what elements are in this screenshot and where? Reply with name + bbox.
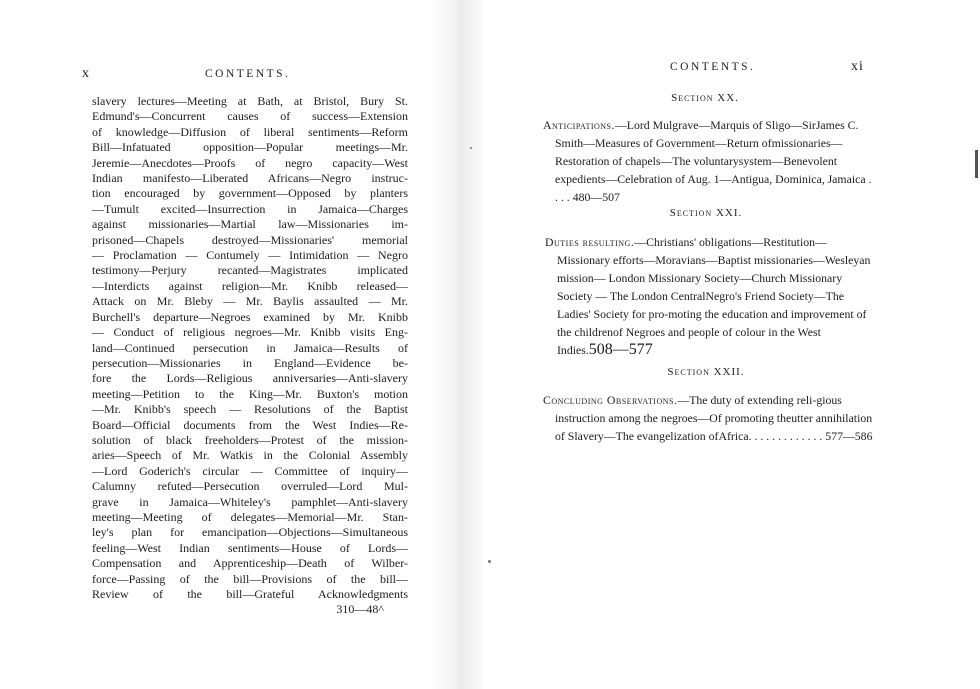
contents-line: fore the Lords—Religious anniversaries—Anti-slavery (92, 371, 408, 386)
contents-line: slavery lectures—Meeting at Bath, at Bristol, Bury St. (92, 94, 408, 108)
section-xxi-entry (545, 233, 879, 359)
section-line: —Antigua, Dominica, Jamaica . . . . 480—507 (555, 172, 872, 204)
section-line: system—Benevolent expedients—Celebration of Aug. 1 (555, 154, 838, 186)
right-running-head: CONTENTS. (670, 61, 756, 73)
contents-line: feeling—West Indian sentiments—House of Lords— (92, 540, 408, 555)
section-line: Africa. . . . . . . . . . . . . 577—586 (718, 429, 873, 443)
section-line: utter annihilation of Slavery—The evangelization of (555, 411, 873, 443)
contents-line: — Proclamation — Contumely — Intimidation — Negro (92, 248, 408, 263)
paper-speck (470, 147, 472, 149)
section-line: moting the education and improvement of the children (557, 307, 867, 339)
contents-line: —Lord Goderich's circular — Committee of inquiry— (92, 463, 408, 478)
contents-line: against missionaries—Martial law—Missionaries im- (92, 217, 408, 232)
right-page-number: xi (851, 59, 864, 74)
section-line: Church Missionary Society — The London Central (557, 271, 843, 303)
contents-line: Review of the bill—Grateful Acknowledgments (92, 587, 408, 601)
contents-line: solution of black freeholders—Protest of the mission- (92, 432, 408, 447)
page-range: 508—577 (588, 341, 653, 358)
section-line-text: —The duty of extending reli- (677, 393, 817, 407)
contents-line: meeting—Petition to the King—Mr. Buxton's motion (92, 386, 408, 401)
section-line-text: —Lord Mulgrave—Marquis of Sligo—Sir (614, 118, 816, 132)
contents-line: land—Continued persecution in Jamaica—Results of (92, 340, 408, 355)
left-contents-text (92, 94, 408, 618)
contents-line: testimony—Perjury recanted—Magistrates implicated (92, 263, 408, 278)
contents-line: ley's plan for emancipation—Objections—Simultaneous (92, 525, 408, 540)
section-line (545, 235, 815, 249)
contents-line: —Mr. Knibb's speech — Resolutions of the Baptist (92, 402, 408, 417)
contents-line: Indian manifesto—Liberated Africans—Negro instruc- (92, 171, 408, 186)
section-line: —Wesleyan mission— London Missionary Society— (557, 253, 871, 285)
section-line (543, 118, 816, 132)
contents-line: —Interdicts against religion—Mr. Knibb released— (92, 278, 408, 293)
section-line: Negro's Friend Society—The Ladies' Society for pro- (557, 289, 844, 321)
section-line: missionaries—Restoration of chapels—The voluntary (555, 136, 843, 168)
contents-line: prisoned—Chapels destroyed—Missionaries' memorial (92, 232, 408, 247)
contents-line: grave in Jamaica—Whiteley's pamphlet—Anti-slavery (92, 494, 408, 509)
left-page-number: x (82, 66, 90, 81)
contents-line: Attack on Mr. Bleby — Mr. Baylis assaulted — Mr. (92, 294, 408, 309)
section-line (543, 393, 816, 407)
contents-line: meeting—Meeting of delegates—Memorial—Mr. Stan- (92, 509, 408, 524)
contents-line: Edmund's—Concurrent causes of success—Extension (92, 109, 408, 124)
contents-line: of knowledge—Diffusion of liberal sentiments—Reform (92, 124, 408, 139)
section-xx-entry (543, 116, 877, 206)
section-xxii-title: Section XXII. (667, 366, 745, 378)
section-line-text: —Christians' obligations—Restitution (634, 235, 816, 249)
section-line: James C. Smith—Measures of Government—Return of (555, 118, 859, 150)
contents-line: force—Passing of the bill—Provisions of the bill— (92, 571, 408, 586)
left-running-head: CONTENTS. (205, 68, 291, 80)
contents-line: Burchell's departure—Negroes examined by Mr. Knibb (92, 309, 408, 324)
contents-line: Calumny refuted—Persecution overruled—Lord Mul- (92, 479, 408, 494)
section-line: gious instruction among the negroes—Of promoting the (555, 393, 842, 425)
contents-line: Bill—Infatuated opposition—Popular meetings—Mr. (92, 140, 408, 155)
page-edge-mark (975, 150, 978, 178)
section-xx-title: Section XX. (671, 92, 739, 104)
contents-line: persecution—Missionaries in England—Evidence be- (92, 355, 408, 370)
contents-line: aries—Speech of Mr. Watkis in the Colonial Assembly (92, 448, 408, 463)
section-line: of Negroes and people of colour in the West Indies. (557, 325, 821, 357)
right-page (480, 0, 980, 689)
contents-line: —Tumult excited—Insurrection in Jamaica—Charges (92, 201, 408, 216)
contents-line: Board—Official documents from the West Indies—Re- (92, 417, 408, 432)
paper-speck (488, 560, 491, 563)
page-range: 310—48^ (336, 602, 384, 617)
section-lead: Anticipations. (543, 118, 615, 132)
section-xxii-entry (543, 391, 877, 445)
section-lead: Concluding Observations. (543, 393, 678, 407)
section-line: —Missionary efforts—Moravians—Baptist missionaries (557, 235, 827, 267)
contents-line: Jeremie—Anecdotes—Proofs of negro capacity—West (92, 155, 408, 170)
contents-line: — Conduct of religious negroes—Mr. Knibb visits Eng- (92, 325, 408, 340)
section-xxi-title: Section XXI. (669, 207, 743, 219)
contents-line: tion encouraged by government—Opposed by planters (92, 186, 408, 201)
contents-line: Compensation and Apprenticeship—Death of Wilber- (92, 556, 408, 571)
left-page (0, 0, 470, 689)
section-lead: Duties resulting. (545, 235, 635, 249)
